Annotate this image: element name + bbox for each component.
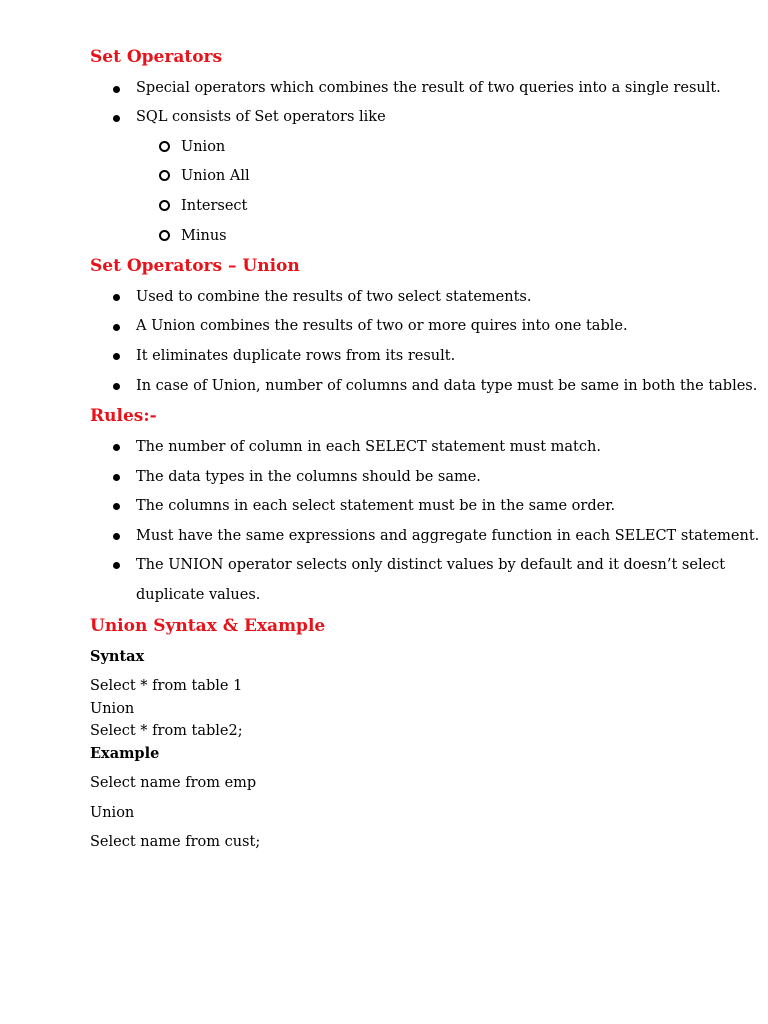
list-item: The UNION operator selects only distinct values by default and it doesn’t select [136,557,726,573]
bullet-icon [113,324,120,331]
sub-list-item: Minus [181,228,227,244]
syntax-label: Syntax [90,648,145,665]
example-line: Select name from emp [90,775,257,791]
section-heading-set-operators: Set Operators [90,47,223,67]
bullet-icon [113,503,120,510]
list-item: A Union combines the results of two or more quires into one table. [136,318,628,334]
bullet-icon [113,86,120,93]
syntax-line: Select * from table2; [90,723,243,739]
section-heading-syntax-example: Union Syntax & Example [90,616,326,636]
bullet-icon [113,115,120,122]
bullet-icon [113,562,120,569]
list-item: The data types in the columns should be same. [136,469,481,485]
bullet-icon [113,383,120,390]
list-item: Used to combine the results of two select statements. [136,289,532,305]
example-line: Union [90,805,135,821]
bullet-icon [113,353,120,360]
list-item: The columns in each select statement must be in the same order. [136,498,616,514]
sub-list-item: Union All [181,168,250,184]
example-label: Example [90,745,160,762]
example-line: Select name from cust; [90,834,261,850]
list-item: Must have the same expressions and aggregate function in each SELECT statement. [136,528,760,544]
circle-bullet-icon [159,170,170,181]
sub-list-item: Union [181,139,226,155]
circle-bullet-icon [159,200,170,211]
list-item: Special operators which combines the result of two queries into a single result. [136,80,721,96]
list-item-continuation: duplicate values. [136,587,261,603]
section-heading-rules: Rules:- [90,406,157,426]
sub-list-item: Intersect [181,198,248,214]
list-item: In case of Union, number of columns and data type must be same in both the tables. [136,378,758,394]
circle-bullet-icon [159,141,170,152]
circle-bullet-icon [159,230,170,241]
syntax-line: Union [90,701,135,717]
bullet-icon [113,533,120,540]
bullet-icon [113,474,120,481]
list-item: The number of column in each SELECT statement must match. [136,439,601,455]
list-item: It eliminates duplicate rows from its result. [136,348,456,364]
bullet-icon [113,294,120,301]
section-heading-union: Set Operators – Union [90,256,300,276]
bullet-icon [113,444,120,451]
list-item: SQL consists of Set operators like [136,109,386,125]
syntax-line: Select * from table 1 [90,678,243,694]
